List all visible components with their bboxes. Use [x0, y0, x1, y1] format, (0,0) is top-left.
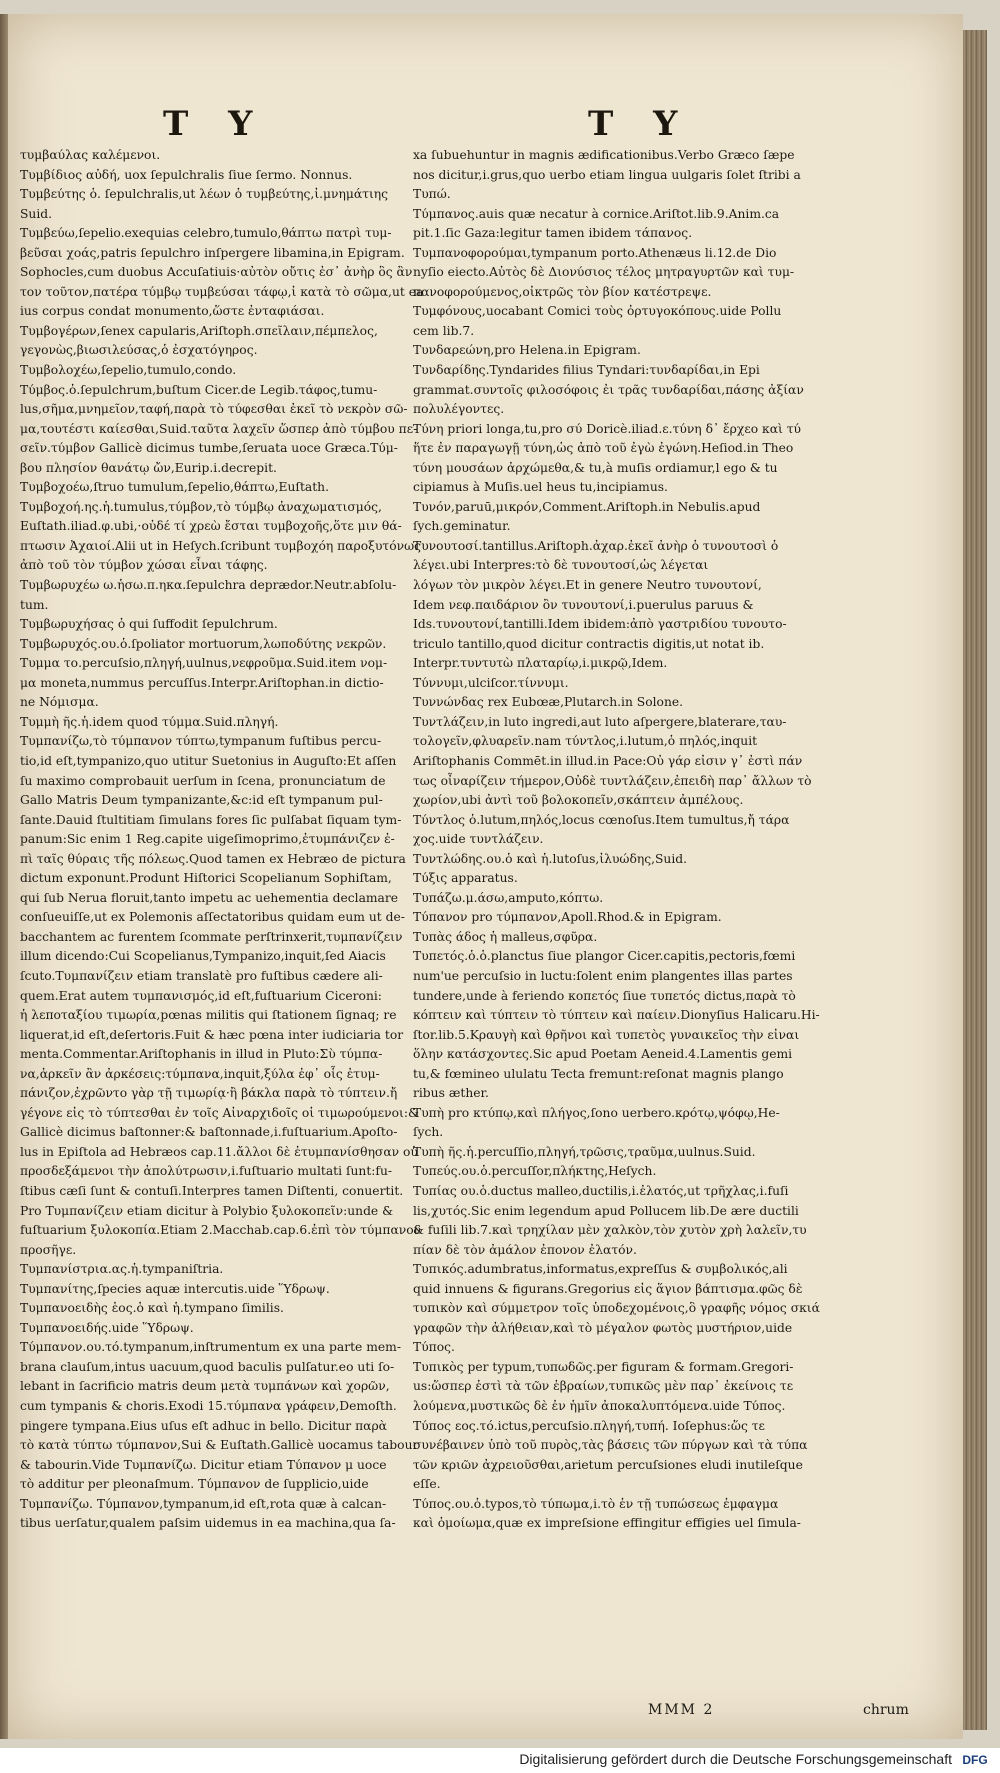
- text-line: ἀπὸ τοῦ τὸν τύμβον χώσαι εἶναι τάφης.: [20, 558, 268, 573]
- text-line: τῶν κριῶν ἀχρειοῦσθαι,arietum percuſsiones eludi inutileſque: [413, 1457, 803, 1472]
- text-line: tio,id eſt,tympanizo,quo utitur Suetonius in Auguſto:Et aſſen: [20, 753, 397, 768]
- text-line: Τύπος.ου.ὁ.typos,τὸ τύπωμα,i.τὸ ἐν τῇ τυπώσεως ἐμφαγμα: [413, 1496, 779, 1511]
- text-line: Τυμπανίστρια.ας.ἡ.tympaniſtria.: [20, 1262, 224, 1277]
- text-line: Τυπὴ pro κτύπῳ,καὶ πλήγος,ſono uerbero.κρότῳ,ψόφῳ,He-: [413, 1105, 780, 1120]
- text-line: προσῆγε.: [20, 1242, 77, 1257]
- text-line: τὸ additur per pleonaſmum. Τύμπανον de ſupplicio,uide: [20, 1477, 369, 1492]
- text-line: ribus æther.: [413, 1086, 489, 1101]
- dfg-logo: DFG: [962, 1753, 988, 1767]
- text-line: triculo tantillo,quod dicitur contractis digitis,ut notat ib.: [413, 636, 765, 651]
- text-line: eſſe.: [413, 1477, 441, 1492]
- text-line: lebant in ſacrificio matris deum μετὰ τυμπάνων καὶ χορῶν,: [20, 1379, 390, 1394]
- text-line: tibus uerſatur,qualem paſsim uidemus in ea machina,qua ſa-: [20, 1516, 396, 1531]
- text-line: λέγει.ubi Interpres:τὸ δὲ τυνουτοσί,ὡς λέγεται: [413, 558, 709, 573]
- running-header-left: T Y: [163, 104, 267, 144]
- text-line: lis,χυτός.Sic enim legendum apud Pollucem lib.De ære ductili: [413, 1203, 799, 1218]
- text-line: num'ue percuſsio in luctu:ſolent enim plangentes illas partes: [413, 968, 793, 983]
- text-line: nyſio eiecto.Αὐτὸς δὲ Διονύσιος τέλος μητραγυρτῶν καὶ τυμ-: [413, 265, 795, 280]
- text-line: ſych.geminatur.: [413, 519, 511, 534]
- text-line: Τυπώ.: [413, 187, 451, 202]
- text-line: ius corpus condat monumento,ὥστε ἐνταφιάσαι.: [20, 304, 325, 319]
- text-line: Τυνουτοσί.tantillus.Ariſtoph.ἀχαρ.ἐκεῖ ἀνὴρ ὁ τυνουτοσὶ ὁ: [413, 538, 779, 553]
- text-line: τυμβαύλας καλέμενοι.: [20, 148, 161, 162]
- text-line: Τυμμα το.percuſsio,πληγή,uulnus,νεφροῦμα.Suid.item νομ-: [20, 656, 388, 671]
- text-line: Τύννυμι,ulciſcor.τίννυμι.: [413, 675, 569, 690]
- text-line: lus in Epiſtola ad Hebræos cap.11.ἄλλοι δὲ ἐτυμπανίσθησαν οὐ: [20, 1144, 418, 1159]
- text-line: Τύμπανος.auis quæ necatur à cornice.Ariſtot.lib.9.Anim.ca: [413, 206, 780, 221]
- text-line: Τυνδαρεώνη,pro Helena.in Epigram.: [413, 343, 641, 358]
- text-line: cem lib.7.: [413, 323, 475, 338]
- text-line: Τυμφόνους,uocabant Comici τοὺς ὀρτυγοκόπους.uide Pollu: [413, 304, 782, 319]
- text-line: Pro Τυμπανίζειν etiam dicitur à Polybio ξυλοκοπεῖν:unde &: [20, 1203, 394, 1218]
- text-line: Suid.: [20, 206, 53, 221]
- text-line: Τύμπανον.ου.τό.tympanum,inſtrumentum ex una parte mem-: [20, 1340, 401, 1355]
- text-line: panum:Sic enim 1 Reg.capite uigeſimoprimo,ἐτυμπάνιζεν ἐ-: [20, 832, 395, 847]
- signature-mark: MMM 2: [648, 1702, 715, 1718]
- text-line: να,ἀρκεῖν ἂν ἀρκέσεις:τύμπανα,inquit,ξύλα ἐφ᾽ οἷς ἐτυμ-: [20, 1066, 380, 1081]
- text-line: quid innuens & figurans.Gregorius εἰς ἅγιον βάπτισμα.φῶς δὲ: [413, 1281, 803, 1296]
- text-line: Τυπὰς άδος ἡ malleus,σφῦρα.: [413, 929, 598, 944]
- text-line: ſu maximo comprobauit uerſum in ſcena, pronunciatum de: [20, 773, 386, 788]
- text-line: Τύξις apparatus.: [413, 871, 518, 886]
- text-line: cum tympanis & choris.Exodi 15.τύμπανα γράφειν,Demoſth.: [20, 1399, 397, 1413]
- text-line: γέγονε εἰς τὸ τύπτεσθαι ἐν τοῖς Αἰναρχιδοῖς οἱ τιμωρούμενοι:&: [20, 1105, 419, 1120]
- text-line: γραφῶν τὴν ἀλήθειαν,καὶ τὸ μέγαλον φωτὸς μυστήριον,uide: [413, 1320, 793, 1335]
- text-line: tu,& fœmineo ululatu Tecta fremunt:reſonat magnis plango: [413, 1066, 784, 1081]
- text-line: Τυμβεύω,ſepelio.exequias celebro,tumulo,θάπτω πατρὶ τυμ-: [20, 226, 392, 241]
- text-line: χωρίον,ubi ἀντὶ τοῦ βολοκοπεῖν,σκάπτειν ἀμπέλους.: [413, 793, 744, 808]
- text-line: tum.: [20, 597, 49, 612]
- text-line: ἡ λεποταξίου τιμωρία,pœnas militis qui ſtationem ſignaq; re: [20, 1008, 397, 1023]
- text-line: bacchantem ac furentem ſcommate perſtrinxerit,τυμπανίζειν: [20, 929, 403, 944]
- text-line: Τύπος εος.τό.ictus,percuſsio.πληγή,τυπή. Ioſephus:ὥς τε: [413, 1418, 765, 1433]
- text-line: χος.uide τυντλάζειν.: [413, 832, 544, 847]
- text-line: σεῖν.τύμβον Gallicè dicimus tumbe,ſeruata uoce Græca.Τύμ-: [20, 441, 398, 456]
- text-line: ſtor.lib.5.Κραυγὴ καὶ θρῆνοι καὶ τυπετὸς γυναικεῖος τὴν εἰναι: [413, 1027, 800, 1042]
- text-line: Τυπικός.adumbratus,informatus,expreſſus & συμβολικός,ali: [413, 1262, 788, 1277]
- text-line: Τυπεύς.ου.ὁ.percuſſor,πλήκτης,Heſych.: [413, 1164, 657, 1179]
- text-line: Interpr.τυντυτὼ πλαταρίῳ,i.μικρῷ,Idem.: [413, 656, 668, 671]
- text-line: ἥτε ἐν παραγωγῇ τύνη,ὡς ἀπὸ τοῦ ἐγὼ ἐγώνη.Heſiod.in Theo: [413, 441, 794, 456]
- text-line: Τυμπανοειδὴς ἑος.ὁ καὶ ἡ.tympano ſimilis.: [20, 1301, 284, 1316]
- left-column: [20, 146, 450, 1534]
- text-line: Τύπος.: [413, 1340, 455, 1355]
- text-line: τον τοῦτον,πατέρα τύμβῳ τυμβεύσαι τάφῳ,ἰ κατὰ τὸ σῶμα,ut ea: [20, 284, 424, 299]
- text-line: Τυπικὸς per typum,τυπωδῶς.per figuram & formam.Gregori-: [413, 1359, 794, 1374]
- text-line: τολογεῖν,φλυαρεῖν.nam τύντλος,i.lutum,ὁ πηλός,inquit: [413, 734, 758, 749]
- book-page: [8, 14, 963, 1739]
- text-line: Τυμπανοειδής.uide Ὕδρωψ.: [20, 1320, 194, 1335]
- text-line: pingere tympana.Eius uſus eſt adhuc in bello. Dicitur παρὰ: [20, 1418, 387, 1433]
- text-line: quem.Erat autem τυμπανισμός,id eſt,fuſtuarium Ciceroni:: [20, 988, 382, 1003]
- text-line: Τυπάζω.μ.άσω,amputo,κόπτω.: [413, 890, 604, 905]
- text-line: illum dicendo:Cui Scopelianus,Tympanizo,inquit,ſed Aiacis: [20, 949, 386, 964]
- text-line: λούμενα,μυστικῶς δὲ ἐν ἡμῖν ἀποκαλυπτόμενα.uide Τύπος.: [413, 1399, 786, 1413]
- text-line: Τυμβωρυχός.ου.ὁ.ſpoliator mortuorum,λωποδύτης νεκρῶν.: [20, 636, 387, 651]
- text-line: Τυννώνδας rex Eubœæ,Plutarch.in Solone.: [413, 695, 684, 710]
- text-line: dictum exponunt.Produnt Hiſtorici Scopelianum Sophiſtam,: [20, 871, 392, 886]
- text-line: Ids.τυνουτονί,tantilli.Idem ibidem:ἀπὸ γαστριδίου τυνουτο-: [413, 617, 787, 632]
- text-line: Τυμβεύτης ὁ. ſepulchralis,ut λέων ὁ τυμβεύτης,ἰ.μνημάτιης: [20, 187, 389, 202]
- text-line: lus,σῆμα,μνημεῖον,ταφή,παρὰ τὸ τύφεσθαι ἐκεῖ τὸ νεκρὸν σῶ-: [20, 402, 408, 417]
- text-line: Τύπανον pro τύμπανον,Apoll.Rhod.& in Epigram.: [413, 910, 722, 925]
- text-line: Τυμβίδιος αὐδή, uox ſepulchralis ſiue ſermo. Nonnus.: [20, 167, 353, 182]
- text-line: μα moneta,nummus percuſſus.Interpr.Ariſtophan.in dictio-: [20, 675, 384, 690]
- text-line: Τυμβολοχέω,ſepelio,tumulo,condo.: [20, 363, 237, 378]
- text-line: πολυλέγοντες.: [413, 402, 505, 417]
- text-line: Τυμπανίζω. Τύμπανον,tympanum,id eſt,rota quæ à calcan-: [20, 1496, 387, 1511]
- text-line: Τυμβωρυχήσας ὁ qui ſuffodit ſepulchrum.: [20, 617, 278, 632]
- text-line: ſtibus cæſi ſunt & contuſi.Interpres tamen Diſtenti, conuertit.: [20, 1183, 404, 1198]
- text-line: Τυνόν,paruū,μικρόν,Comment.Ariſtoph.in Nebulis.apud: [413, 499, 761, 514]
- text-line: προσδεξάμενοι τὴν ἀπολύτρωσιν,i.fuſtuario multati ſunt:fu-: [20, 1164, 393, 1179]
- text-line: Gallicè dicimus baſtonner:& baſtonnade,i.fuſtuarium.Apoſto-: [20, 1125, 398, 1140]
- text-line: ſante.Dauid ſtultitiam ſimulans fores ſic pulſabat ſiquam tym-: [20, 812, 402, 827]
- text-line: πάνιζον,ἐχρῶντο γὰρ τῇ τιμωρίᾳ·ἢ βάκλα παρὰ τὸ τύπτειν.ἤ: [20, 1086, 398, 1101]
- text-line: λόγων τὸν μικρὸν λέγει.Et in genere Neutro τυνουτονί,: [413, 578, 762, 593]
- text-line: Τυνδαρίδης.Tyndarides filius Tyndari:τυνδαρίδαι,in Epi: [413, 363, 760, 378]
- text-line: γεγονὼς,βιωσιλεύσας,ὁ ἐσχατόγηρος.: [20, 343, 258, 358]
- text-line: nos dicitur,i.grus,quo uerbo etiam lingua uulgaris ſolet ſtribi a: [413, 167, 801, 182]
- funding-notice: Digitalisierung gefördert durch die Deutsche Forschungsgemeinschaft: [519, 1751, 952, 1767]
- text-line: Τυντλώδης.ου.ὁ καὶ ἡ.lutoſus,ἰλυώδης,Suid.: [413, 851, 688, 866]
- text-line: πανοφορούμενος,οἰκτρῶς τὸν βίον κατέστρεψε.: [413, 284, 712, 299]
- text-line: conſueuiſſe,ut ex Polemonis aſſectatoribus quidam eum ut de-: [20, 910, 405, 925]
- text-line: Τυμβογέρων,ſenex capularis,Ariſtoph.σπεῖλαιν,πέμπελος,: [20, 323, 378, 338]
- text-line: Τυμπανίτης,ſpecies aquæ intercutis.uide Ὕδρωψ.: [20, 1281, 330, 1296]
- text-line: τὸ κατὰ τύπτω τύμπανον,Sui & Euſtath.Gallicè uocamus tabour: [20, 1438, 419, 1453]
- text-line: καὶ ὁμοίωμα,quæ ex impreſsione effingitur effigies uel ſimula-: [413, 1516, 801, 1531]
- text-line: Ariſtophanis Commēt.in illud.in Pace:Οὐ γάρ εἰσιν γ᾽ ἐστὶ πάν: [413, 753, 803, 768]
- text-line: brana clauſum,intus uacuum,quod baculis pulſatur.eo uti ſo-: [20, 1359, 395, 1374]
- text-line: Τυπὴ ῆς.ἡ.percuſſio,πληγή,τρῶσις,τραῦμα,uulnus.Suid.: [413, 1144, 756, 1159]
- text-line: Τυμβοχοή.ης.ἡ.tumulus,τύμβον,τὸ τύμβῳ ἀναχωματισμός,: [20, 499, 382, 514]
- text-line: τυπικὸν καὶ σύμμετρον τοῖς ὑποδεχομένοις,ὃ γραφῆς νόμος σκιά: [413, 1301, 820, 1316]
- text-line: Τύντλος ὁ.lutum,πηλός,locus cœnoſus.Item tumultus,ἤ τάρα: [413, 812, 790, 827]
- text-line: Idem νεφ.παιδάριον ὂν τυνουτονί,i.puerulus paruus &: [413, 597, 754, 612]
- text-line: βεῦσαι χοάς,patris ſepulchro inſpergere libamina,in Epigram.: [20, 245, 405, 260]
- text-line: menta.Commentar.Ariſtophanis in illud in Pluto:Σὺ τύμπα-: [20, 1047, 383, 1062]
- text-line: Τυμβοχοέω,ſtruo tumulum,ſepelio,θάπτω,Euſtath.: [20, 480, 329, 495]
- text-line: & tabourin.Vide Τυμπανίζω. Dicitur etiam Τύπανον μ uoce: [20, 1457, 387, 1472]
- text-line: τύνη μουσάων ἀρχώμεθα,& tu,à muſis ordiamur,l ego & tu: [413, 460, 778, 475]
- text-line: xa ſubuehuntur in magnis ædificationibus.Verbo Græco ſæpe: [413, 148, 795, 162]
- text-line: grammat.συντοῖς φιλοσόφοις ἐι τρᾶς τυνδαρίδαι,πάσης ἀξίαν: [413, 382, 804, 397]
- text-line: πτωσιν Ἀχαιοί.Alii ut in Heſych.ſcribunt τυμβοχόη παροξυτόνως: [20, 538, 422, 553]
- text-line: Τυμπανοφορούμαι,tympanum porto.Athenæus li.12.de Dio: [413, 245, 777, 260]
- text-line: pit.1.ſic Gaza:legitur tamen ibidem τάπανος.: [413, 226, 693, 241]
- text-line: πὶ ταῖς θύραις τῆς πόλεως.Quod tamen ex Hebræo de pictura: [20, 851, 406, 866]
- text-line: Τυμβωρυχέω ω.ἡσω.π.ηκα.ſepulchra deprædor.Neutr.abſolu-: [20, 578, 397, 593]
- text-line: ſcuto.Τυμπανίζειν etiam translatè pro fuſtibus cædere ali-: [20, 968, 383, 983]
- text-line: qui ſub Nerua floruit,tanto impetu ac uehementia declamare: [20, 890, 399, 905]
- text-line: τως οἶναρίζειν τήμερον,Οὐδὲ τυντλάζειν,ἐπειδὴ παρ᾽ ἄλλων τὸ: [413, 773, 812, 788]
- running-header-right: T Y: [588, 104, 692, 144]
- text-line: Τυπετός.ὁ.ὁ.planctus ſiue plangor Cicer.capitis,pectoris,fœmi: [413, 949, 796, 964]
- text-line: ne Νόμισμα.: [20, 695, 99, 710]
- text-line: Τυμμὴ ῆς.ἡ.idem quod τύμμα.Suid.πληγή.: [20, 714, 279, 729]
- text-line: Τυπίας ου.ὁ.ductus malleo,ductilis,i.ἐλατός,ut τρῆχλας,i.fuſi: [413, 1183, 789, 1198]
- text-line: συνέβαινεν ὑπὸ τοῦ πυρὸς,τὰς βάσεις τῶν πύργων καὶ τὰ τύπα: [413, 1438, 808, 1453]
- text-line: cipiamus à Muſis.uel heus tu,incipiamus.: [413, 480, 668, 495]
- text-line: κόπτειν καὶ τύπτειν τὸ τύπτειν καὶ παίειν.Dionyſius Halicaru.Hi-: [413, 1008, 820, 1023]
- text-line: πίαν δὲ τὸν ἀμάλον ἐπονον ἐλατόν.: [413, 1242, 637, 1257]
- text-line: Euſtath.iliad.φ.ubi,·οὐδέ τί χρεὼ ἔσται τυμβοχοῆς,ὅτε μιν θά-: [20, 519, 402, 534]
- text-line: Τύμβος.ὁ.ſepulchrum,buſtum Cicer.de Legib.τάφος,tumu-: [20, 382, 378, 397]
- right-column: [413, 146, 903, 1534]
- text-line: liquerat,id eſt,deſertoris.Fuit & hæc pœna inter iudiciaria tor: [20, 1027, 404, 1042]
- text-line: Τυντλάζειν,in luto ingredi,aut luto aſpergere,blaterare,ταυ-: [413, 714, 787, 729]
- text-line: Gallo Matris Deum tympanizante,&c:id eſt tympanum pul-: [20, 793, 383, 808]
- text-line: ſych.: [413, 1125, 444, 1140]
- text-line: us:ὥσπερ ἐστὶ τὰ τῶν ἑβραίων,τυπικῶς μὲν παρ᾽ ἐκείνοις τε: [413, 1379, 794, 1394]
- catchword: chrum: [863, 1702, 909, 1718]
- text-line: Τυμπανίζω,τὸ τύμπανον τύπτω,tympanum fuſtibus percu-: [20, 734, 382, 749]
- text-line: Sophocles,cum duobus Accuſatiuis·αὐτὸν οὔτις ἐσ᾽ ἀνὴρ ὃς ἂν: [20, 265, 413, 280]
- text-line: Τύνη priori longa,tu,pro σύ Doricè.iliad.ε.τύνη δ᾽ ἔρχεο καὶ τύ: [413, 421, 802, 436]
- text-line: fuſtuarium ξυλοκοπία.Etiam 2.Macchab.cap.6.ἐπὶ τὸν τύμπανον: [20, 1223, 422, 1238]
- page-edges: [963, 30, 987, 1730]
- text-line: & fuſili lib.7.καὶ τρηχίλαν μὲν χαλκὸν,τὸν χυτὸν χρὴ λαλεῖν,τυ: [413, 1223, 807, 1238]
- text-line: tundere,unde à feriendo κοπετός ſiue τυπετός dictus,παρὰ τὸ: [413, 988, 796, 1003]
- text-line: βου πλησίον θανάτῳ ὤν,Eurip.i.decrepit.: [20, 460, 277, 475]
- text-line: ὅλην κατάσχοντες.Sic apud Poetam Aeneid.4.Lamentis gemi: [413, 1047, 793, 1062]
- text-line: μα,τουτέστι καίεσθαι,Suid.ταῦτα λαχεῖν ὥσπερ ἀπὸ τύμβου πε-: [20, 421, 418, 436]
